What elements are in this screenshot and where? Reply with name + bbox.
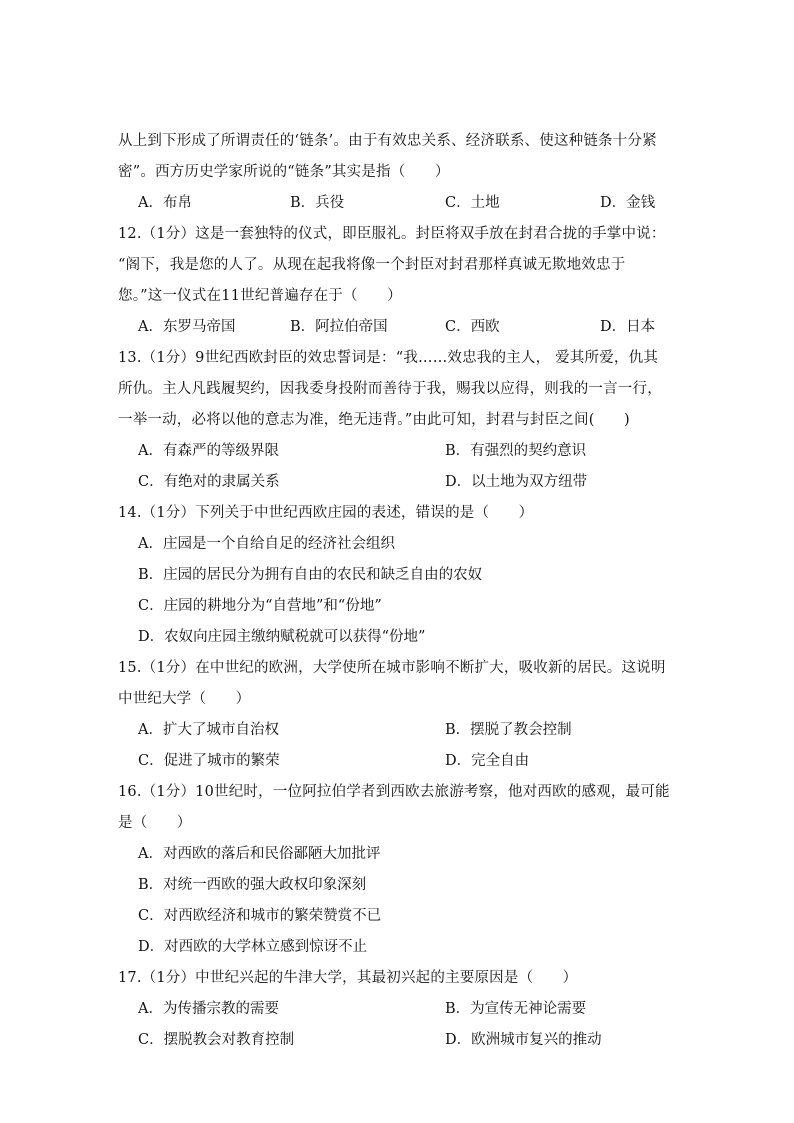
- q12-option-d[interactable]: D．日本: [600, 319, 656, 335]
- q15-stem-line-1: 15.（1分）在中世纪的欧洲，大学使所在城市影响不断扩大，吸收新的居民。这说明: [118, 660, 666, 676]
- q14-option-d[interactable]: D．农奴向庄园主缴纳赋税就可以获得“份地”: [138, 629, 426, 645]
- q13-option-b[interactable]: B．有强烈的契约意识: [445, 443, 587, 459]
- q12-stem-line-1: 12.（1分）这是一套独特的仪式，即臣服礼。封臣将双手放在封君合拢的手掌中说：: [118, 226, 666, 242]
- q16-option-a[interactable]: A．对西欧的落后和民俗鄙陋大加批评: [138, 846, 381, 862]
- q12-stem-line-3: 您。”这一仪式在11世纪普遍存在于（ ）: [118, 288, 402, 304]
- q17-option-d[interactable]: D．欧洲城市复兴的推动: [445, 1032, 602, 1048]
- q11-option-a[interactable]: A．布帛: [138, 195, 192, 211]
- q17-option-b[interactable]: B．为宣传无神论需要: [445, 1001, 587, 1017]
- q13-option-d[interactable]: D．以土地为双方纽带: [445, 474, 588, 490]
- q15-option-d[interactable]: D．完全自由: [445, 753, 530, 769]
- q15-option-a[interactable]: A．扩大了城市自治权: [138, 722, 279, 738]
- q12-option-c[interactable]: C．西欧: [445, 319, 500, 335]
- q14-option-a[interactable]: A．庄园是一个自给自足的经济社会组织: [138, 536, 395, 552]
- q17-stem-line-1: 17.（1分）中世纪兴起的牛津大学，其最初兴起的主要原因是（ ）: [118, 970, 578, 986]
- q16-option-c[interactable]: C．对西欧经济和城市的繁荣赞赏不已: [138, 908, 382, 924]
- q17-option-a[interactable]: A．为传播宗教的需要: [138, 1001, 279, 1017]
- q11-option-c[interactable]: C．土地: [445, 195, 500, 211]
- q15-option-c[interactable]: C．促进了城市的繁荣: [138, 753, 280, 769]
- q13-option-a[interactable]: A．有森严的等级界限: [138, 443, 279, 459]
- q13-stem-line-3: 一举一动，必将以他的意志为准，绝无违背。”由此可知，封君与封臣之间( ): [118, 412, 630, 428]
- q11-stem-line-2: 密”。西方历史学家所说的“链条”其实是指（ ）: [118, 164, 450, 180]
- q16-option-d[interactable]: D．对西欧的大学林立感到惊讶不止: [138, 939, 368, 955]
- q14-option-c[interactable]: C．庄园的耕地分为“自营地”和“份地”: [138, 598, 382, 614]
- q12-stem-line-2: “阁下，我是您的人了。从现在起我将像一个封臣对封君那样真诚无欺地效忠于: [118, 257, 626, 273]
- q12-option-a[interactable]: A．东罗马帝国: [138, 319, 236, 335]
- q11-option-b[interactable]: B．兵役: [290, 195, 345, 211]
- q14-option-b[interactable]: B．庄园的居民分为拥有自由的农民和缺乏自由的农奴: [138, 567, 483, 583]
- q12-option-b[interactable]: B．阿拉伯帝国: [290, 319, 388, 335]
- q13-stem-line-1: 13.（1分）9世纪西欧封臣的效忠誓词是：“我……效忠我的主人， 爱其所爱，仇其: [118, 350, 659, 366]
- q14-stem-line-1: 14.（1分）下列关于中世纪西欧庄园的表述，错误的是（ ）: [118, 505, 534, 521]
- q15-option-b[interactable]: B．摆脱了教会控制: [445, 722, 572, 738]
- q11-stem-line-1: 从上到下形成了所谓责任的‘链条’。由于有效忠关系、经济联系、使这种链条十分紧: [118, 133, 657, 149]
- q13-option-c[interactable]: C．有绝对的隶属关系: [138, 474, 280, 490]
- q15-stem-line-2: 中世纪大学（ ）: [118, 691, 251, 707]
- q17-option-c[interactable]: C．摆脱教会对教育控制: [138, 1032, 295, 1048]
- q16-stem-line-1: 16.（1分）10世纪时，一位阿拉伯学者到西欧去旅游考察，他对西欧的感观，最可能: [118, 784, 670, 800]
- q16-option-b[interactable]: B．对统一西欧的强大政权印象深刻: [138, 877, 367, 893]
- q16-stem-line-2: 是（ ）: [118, 815, 192, 831]
- q13-stem-line-2: 所仇。主人凡践履契约，因我委身投附而善待于我，赐我以应得，则我的一言一行，: [118, 381, 662, 397]
- q11-option-d[interactable]: D．金钱: [600, 195, 656, 211]
